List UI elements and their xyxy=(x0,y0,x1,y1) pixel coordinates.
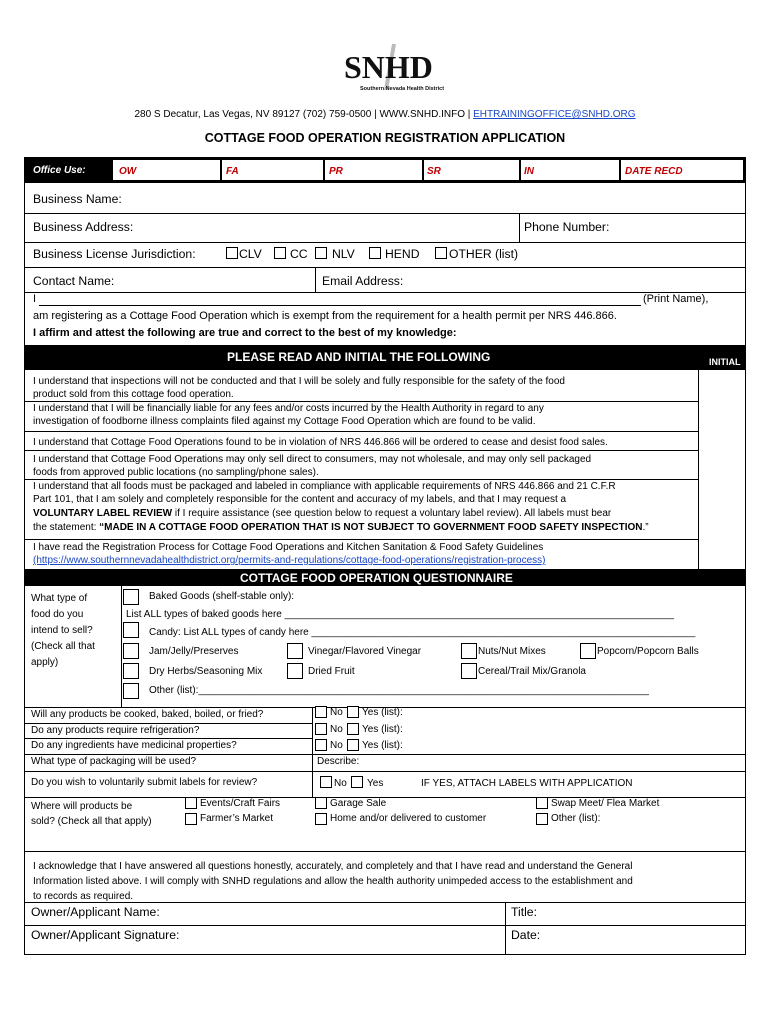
food-q-line-2: food do you xyxy=(31,609,84,620)
required-label-statement: “MADE IN A COTTAGE FOOD OPERATION THAT IS NOT SUBJECT TO GOVERNMENT FOOD SAFETY INSPECTION xyxy=(99,522,643,533)
cooked-no-checkbox[interactable] xyxy=(315,706,327,718)
attest-affirm: I affirm and attest the following are true and correct to the best of my knowledge: xyxy=(33,327,457,339)
candy-list[interactable]: Candy: List ALL types of candy here _____________________________________________________________________ xyxy=(149,627,696,638)
jam-checkbox[interactable] xyxy=(123,643,139,659)
medicinal-no-checkbox[interactable] xyxy=(315,739,327,751)
statement-2-line-1: I understand that I will be financially liable for any fees and/or costs incurred by the Health Authority in regard to any xyxy=(33,403,544,414)
jam-label: Jam/Jelly/Preserves xyxy=(149,646,239,657)
other-location-label: Other (list): xyxy=(551,813,601,824)
nlv-label: NLV xyxy=(332,247,355,261)
email-address-label: Email Address: xyxy=(322,274,404,288)
voluntary-label-review: VOLUNTARY LABEL REVIEW xyxy=(33,508,173,519)
events-checkbox[interactable] xyxy=(185,797,197,809)
statement-5-pre: the statement: xyxy=(33,522,100,533)
where-sold-question xyxy=(31,799,152,829)
dried-fruit-label: Dried Fruit xyxy=(308,666,355,677)
phone-number-label: Phone Number: xyxy=(524,220,610,234)
refrigeration-no-label: No xyxy=(330,724,343,735)
refrigeration-question: Do any products require refrigeration? xyxy=(31,725,200,736)
nuts-label: Nuts/Nut Mixes xyxy=(478,646,546,657)
labels-note: IF YES, ATTACH LABELS WITH APPLICATION xyxy=(421,778,633,789)
print-name-line[interactable] xyxy=(39,305,641,306)
attest-statement: am registering as a Cottage Food Operation which is exempt from the requirement for a health permit per NRS 446.866. xyxy=(33,310,617,322)
office-cell-in[interactable] xyxy=(521,160,619,180)
food-q-line-1: What type of xyxy=(31,593,88,604)
business-address-label: Business Address: xyxy=(33,220,134,234)
labels-yes-label: Yes xyxy=(367,778,384,789)
cc-checkbox[interactable] xyxy=(274,247,286,259)
office-code-in: IN xyxy=(524,166,534,177)
dry-herbs-label: Dry Herbs/Seasoning Mix xyxy=(149,666,263,677)
statement-4-line-2: foods from approved public locations (no sampling/phone sales). xyxy=(33,467,319,478)
address-line xyxy=(0,109,770,120)
swap-meet-checkbox[interactable] xyxy=(536,797,548,809)
attest-i: I xyxy=(33,293,37,305)
title-label: Title: xyxy=(511,905,537,919)
office-code-ow: OW xyxy=(119,166,137,177)
statement-2-line-2: investigation of foodborne illness complaints filed against my Cottage Food Operation which are found to be valid. xyxy=(33,416,536,427)
events-label: Events/Craft Fairs xyxy=(200,798,281,809)
cooked-yes-label: Yes (list): xyxy=(362,707,403,718)
food-q-line-3: intend to sell? xyxy=(31,625,93,636)
cooked-no-label: No xyxy=(330,707,343,718)
statement-4-line-1: I understand that Cottage Food Operations may only sell direct to consumers, may not wholesale, and may only sell packaged xyxy=(33,454,592,465)
medicinal-yes-label: Yes (list): xyxy=(362,740,403,751)
statement-1-line-2: product sold from this cottage food operation. xyxy=(33,389,234,400)
statement-1-line-1: I understand that inspections will not be conducted and that I will be solely and fully responsible for the safety of the food xyxy=(33,376,565,387)
dried-fruit-checkbox[interactable] xyxy=(287,663,303,679)
clv-label: CLV xyxy=(239,247,262,261)
baked-goods-list[interactable]: List ALL types of baked goods here ______________________________________________________________________ xyxy=(126,609,674,620)
farmers-market-checkbox[interactable] xyxy=(185,813,197,825)
contact-name-label: Contact Name: xyxy=(33,274,115,288)
statement-5-line-3-rest: if I require assistance (see question below to request a voluntary label review). All labels must bear xyxy=(172,508,612,519)
questionnaire-heading: COTTAGE FOOD OPERATION QUESTIONNAIRE xyxy=(240,571,513,585)
garage-sale-checkbox[interactable] xyxy=(315,797,327,809)
address-text: 280 S Decatur, Las Vegas, NV 89127 (702) 759-0500 | WWW.SNHD.INFO | xyxy=(134,109,474,120)
ack-line-3: to records as required. xyxy=(33,891,134,902)
jurisdiction-label: Business License Jurisdiction: xyxy=(33,247,196,261)
farmers-market-label: Farmer’s Market xyxy=(200,813,273,824)
office-code-pr: PR xyxy=(329,166,343,177)
vinegar-label: Vinegar/Flavored Vinegar xyxy=(308,646,422,657)
statement-5-line-2: Part 101, that I am solely and completely responsible for the content and accuracy of my labels, and that I may request a xyxy=(33,494,567,505)
statement-5-end: .” xyxy=(642,522,649,533)
clv-checkbox[interactable] xyxy=(226,247,238,259)
statement-5-line-4 xyxy=(33,522,649,534)
where-q-line-2: sold? (Check all that apply) xyxy=(31,816,152,827)
office-cell-sr[interactable] xyxy=(424,160,519,180)
food-q-line-5: apply) xyxy=(31,657,59,668)
cereal-checkbox[interactable] xyxy=(461,663,477,679)
other-food-checkbox[interactable] xyxy=(123,683,139,699)
statement-3: I understand that Cottage Food Operations found to be in violation of NRS 446.866 will be ordered to cease and desist food sales. xyxy=(33,437,608,448)
form-title: COTTAGE FOOD OPERATION REGISTRATION APPLICATION xyxy=(204,131,566,145)
cc-label: CC xyxy=(290,247,308,261)
labels-question: Do you wish to voluntarily submit labels for review? xyxy=(31,777,258,788)
acknowledgment xyxy=(33,859,633,904)
nuts-checkbox[interactable] xyxy=(461,643,477,659)
baked-goods-label: Baked Goods (shelf-stable only): xyxy=(149,591,295,602)
medicinal-yes-checkbox[interactable] xyxy=(347,739,359,751)
medicinal-no-label: No xyxy=(330,740,343,751)
refrigeration-yes-checkbox[interactable] xyxy=(347,723,359,735)
statement-6: I have read the Registration Process for Cottage Food Operations and Kitchen Sanitation & Food Safety Guidelines xyxy=(33,542,544,553)
office-code-sr: SR xyxy=(427,166,441,177)
labels-no-label: No xyxy=(334,778,347,789)
home-delivery-checkbox[interactable] xyxy=(315,813,327,825)
popcorn-label: Popcorn/Popcorn Balls xyxy=(597,646,699,657)
hend-label: HEND xyxy=(385,247,420,261)
food-q-line-4: (Check all that xyxy=(31,641,95,652)
medicinal-question: Do any ingredients have medicinal properties? xyxy=(31,740,237,751)
email-link[interactable]: EHTRAININGOFFICE@SNHD.ORG xyxy=(473,109,636,120)
statement-5-line-1: I understand that all foods must be packaged and labeled in compliance with applicable requirements of NRS 446.866 and 21 C.F.R xyxy=(33,481,616,492)
print-name-label: (Print Name), xyxy=(643,293,709,305)
office-cell-fa[interactable] xyxy=(222,160,323,180)
packaging-describe[interactable]: Describe: xyxy=(317,756,360,767)
owner-signature-label: Owner/Applicant Signature: xyxy=(31,928,180,942)
garage-sale-label: Garage Sale xyxy=(330,798,387,809)
logo-text: SNHD xyxy=(344,49,433,85)
other-jurisdiction-label: OTHER (list) xyxy=(449,247,519,261)
home-delivery-label: Home and/or delivered to customer xyxy=(330,813,487,824)
business-name-label: Business Name: xyxy=(33,192,122,206)
cereal-label: Cereal/Trail Mix/Granola xyxy=(478,666,586,677)
cooked-yes-checkbox[interactable] xyxy=(347,706,359,718)
popcorn-checkbox[interactable] xyxy=(580,643,596,659)
date-label: Date: xyxy=(511,928,541,942)
registration-form xyxy=(24,157,746,955)
other-location-checkbox[interactable] xyxy=(536,813,548,825)
hend-checkbox[interactable] xyxy=(369,247,381,259)
labels-no-checkbox[interactable] xyxy=(320,776,332,788)
refrigeration-no-checkbox[interactable] xyxy=(315,723,327,735)
other-jurisdiction-checkbox[interactable] xyxy=(435,247,447,259)
snhd-logo xyxy=(330,42,450,94)
food-type-question xyxy=(31,591,95,671)
cooked-question: Will any products be cooked, baked, boiled, or fried? xyxy=(31,709,264,720)
packaging-question: What type of packaging will be used? xyxy=(31,756,197,767)
statement-5-line-3 xyxy=(33,508,611,520)
office-code-date: DATE RECD xyxy=(625,166,683,177)
logo-subtitle: Southern Nevada Health District xyxy=(360,86,445,92)
baked-goods-checkbox[interactable] xyxy=(123,589,139,605)
nlv-checkbox[interactable] xyxy=(315,247,327,259)
swap-meet-label: Swap Meet/ Flea Market xyxy=(551,798,660,809)
labels-yes-checkbox[interactable] xyxy=(351,776,363,788)
dry-herbs-checkbox[interactable] xyxy=(123,663,139,679)
office-use-label: Office Use: xyxy=(33,165,86,176)
initial-section-heading: PLEASE READ AND INITIAL THE FOLLOWING xyxy=(227,350,491,364)
ack-line-2: Information listed above. I will comply with SNHD regulations and allow the health authority unimpeded access to the establishment and xyxy=(33,876,633,887)
other-food-list[interactable]: Other (list):_________________________________________________________________________________ xyxy=(149,685,649,696)
office-cell-pr[interactable] xyxy=(325,160,422,180)
office-code-fa: FA xyxy=(226,166,239,177)
office-cell-ow[interactable] xyxy=(113,160,220,180)
candy-checkbox[interactable] xyxy=(123,622,139,638)
refrigeration-yes-label: Yes (list): xyxy=(362,724,403,735)
office-cell-date[interactable] xyxy=(621,160,743,180)
where-q-line-1: Where will products be xyxy=(31,801,133,812)
ack-line-1: I acknowledge that I have answered all questions honestly, accurately, and completely and that I have read and understand the General xyxy=(33,861,633,872)
registration-process-link[interactable]: (https://www.southernnevadahealthdistrict.org/permits-and-regulations/cottage-food-operations/registration-process) xyxy=(33,555,546,566)
owner-name-label: Owner/Applicant Name: xyxy=(31,905,160,919)
initial-column-label: INITIAL xyxy=(709,357,741,367)
vinegar-checkbox[interactable] xyxy=(287,643,303,659)
